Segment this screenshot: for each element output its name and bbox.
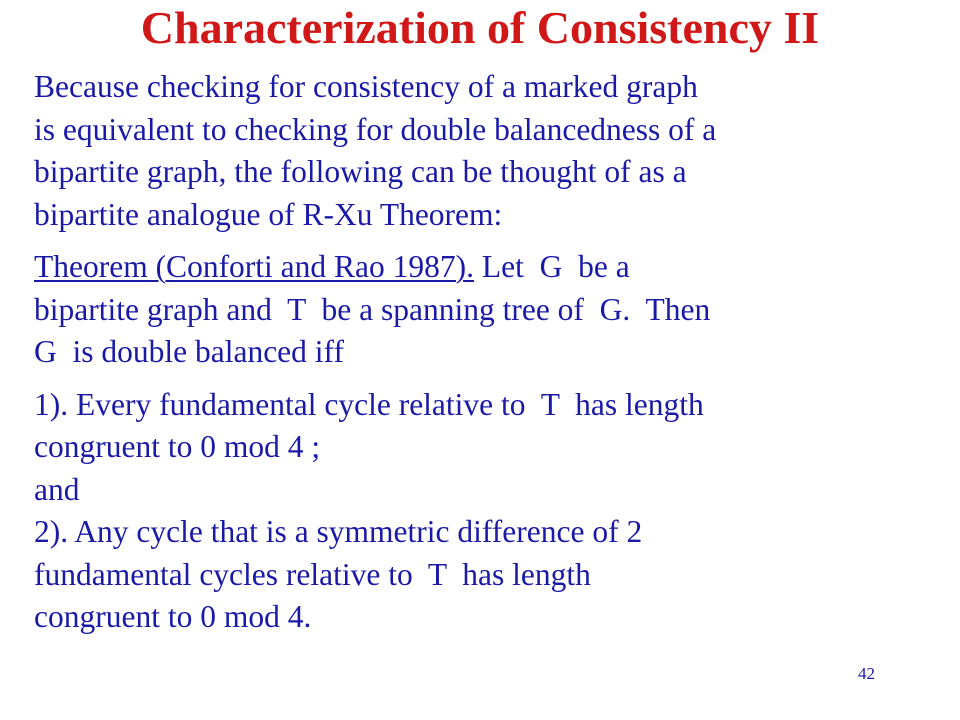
theorem-line: bipartite graph and T be a spanning tree of G. Then bbox=[34, 291, 711, 327]
conditions-connector: and bbox=[34, 471, 80, 507]
theorem-line: G is double balanced iff bbox=[34, 334, 344, 369]
condition-1-line: congruent to 0 mod 4 ; bbox=[34, 429, 321, 464]
intro-line: is equivalent to checking for double balancedness of a bbox=[34, 111, 717, 147]
theorem-text: Let G be a bbox=[474, 249, 630, 284]
intro-paragraph bbox=[34, 66, 934, 236]
slide-title: Characterization of Consistency II bbox=[140, 2, 820, 53]
condition-2-line: fundamental cycles relative to T has length bbox=[34, 556, 591, 592]
condition-2-line: congruent to 0 mod 4. bbox=[34, 599, 312, 634]
intro-line: Because checking for consistency of a marked graph bbox=[34, 69, 698, 104]
theorem-line bbox=[34, 246, 934, 289]
intro-line: bipartite graph, the following can be thought of as a bbox=[34, 154, 687, 189]
theorem-label: Theorem (Conforti and Rao 1987). bbox=[34, 249, 475, 284]
condition-2-line: 2). Any cycle that is a symmetric difference of 2 bbox=[34, 514, 643, 549]
slide-body bbox=[34, 66, 934, 639]
intro-line: bipartite analogue of R-Xu Theorem: bbox=[34, 196, 503, 232]
page-number: 42 bbox=[858, 664, 875, 683]
theorem-paragraph bbox=[34, 246, 934, 374]
condition-1-line: 1). Every fundamental cycle relative to T has length bbox=[34, 386, 704, 422]
conditions-list bbox=[34, 384, 934, 639]
